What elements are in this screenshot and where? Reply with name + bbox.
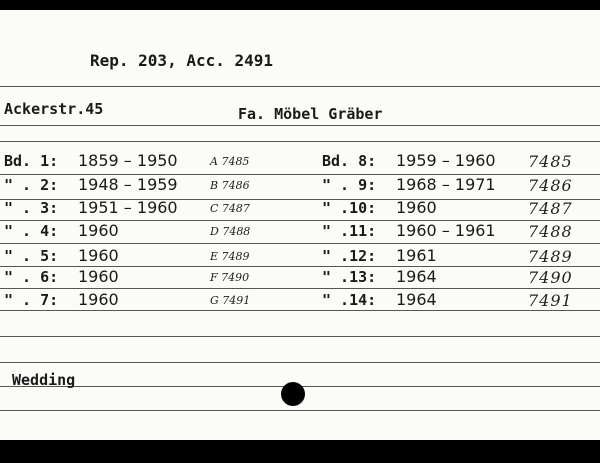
volume-years: 1964: [396, 290, 437, 309]
accession-code: F 7490: [210, 271, 250, 284]
rule-line: [0, 243, 600, 244]
accession-code: G 7491: [210, 294, 251, 307]
accession-code: 7488: [528, 222, 573, 241]
volume-label: Bd. 1:: [4, 152, 59, 170]
volume-label: " .14:: [322, 291, 377, 309]
volume-years: 1948 – 1959: [78, 175, 178, 194]
volume-label: " . 9:: [322, 176, 377, 194]
volume-years: 1964: [396, 267, 437, 286]
rule-line: [0, 125, 600, 126]
accession-code: 7487: [528, 199, 573, 218]
volume-label: " . 2:: [4, 176, 59, 194]
rule-line: [0, 86, 600, 87]
rule-line: [0, 141, 600, 142]
volume-label: " . 3:: [4, 199, 59, 217]
volume-years: 1859 – 1950: [78, 151, 178, 170]
volume-years: 1960: [78, 221, 119, 240]
company-name: Fa. Möbel Gräber: [238, 105, 383, 123]
index-card: [0, 10, 600, 440]
volume-label: " . 6:: [4, 268, 59, 286]
rule-line: [0, 288, 600, 289]
rule-line: [0, 410, 600, 411]
volume-label: Bd. 8:: [322, 152, 377, 170]
volume-years: 1959 – 1960: [396, 151, 496, 170]
accession-code: 7491: [528, 291, 573, 310]
accession-code: D 7488: [210, 225, 251, 238]
volume-label: " . 5:: [4, 247, 59, 265]
volume-label: " .10:: [322, 199, 377, 217]
punch-hole: [281, 382, 305, 406]
volume-label: " .11:: [322, 222, 377, 240]
volume-years: 1960: [396, 198, 437, 217]
accession-code: B 7486: [210, 179, 250, 192]
volume-years: 1960: [78, 267, 119, 286]
accession-code: E 7489: [210, 250, 250, 263]
accession-code: C 7487: [210, 202, 250, 215]
repository-reference: Rep. 203, Acc. 2491: [90, 51, 274, 70]
accession-code: A 7485: [210, 155, 250, 168]
volume-years: 1960: [78, 246, 119, 265]
volume-years: 1951 – 1960: [78, 198, 178, 217]
volume-label: " .13:: [322, 268, 377, 286]
volume-label: " .12:: [322, 247, 377, 265]
accession-code: 7490: [528, 268, 573, 287]
rule-line: [0, 310, 600, 311]
accession-code: 7489: [528, 247, 573, 266]
volume-label: " . 4:: [4, 222, 59, 240]
accession-code: 7486: [528, 176, 573, 195]
address: Ackerstr.45: [4, 100, 104, 118]
volume-years: 1968 – 1971: [396, 175, 496, 194]
rule-line: [0, 362, 600, 363]
volume-label: " . 7:: [4, 291, 59, 309]
volume-years: 1960: [78, 290, 119, 309]
volume-years: 1961: [396, 246, 437, 265]
volume-years: 1960 – 1961: [396, 221, 496, 240]
rule-line: [0, 336, 600, 337]
district-label: Wedding: [12, 371, 76, 389]
accession-code: 7485: [528, 152, 573, 171]
